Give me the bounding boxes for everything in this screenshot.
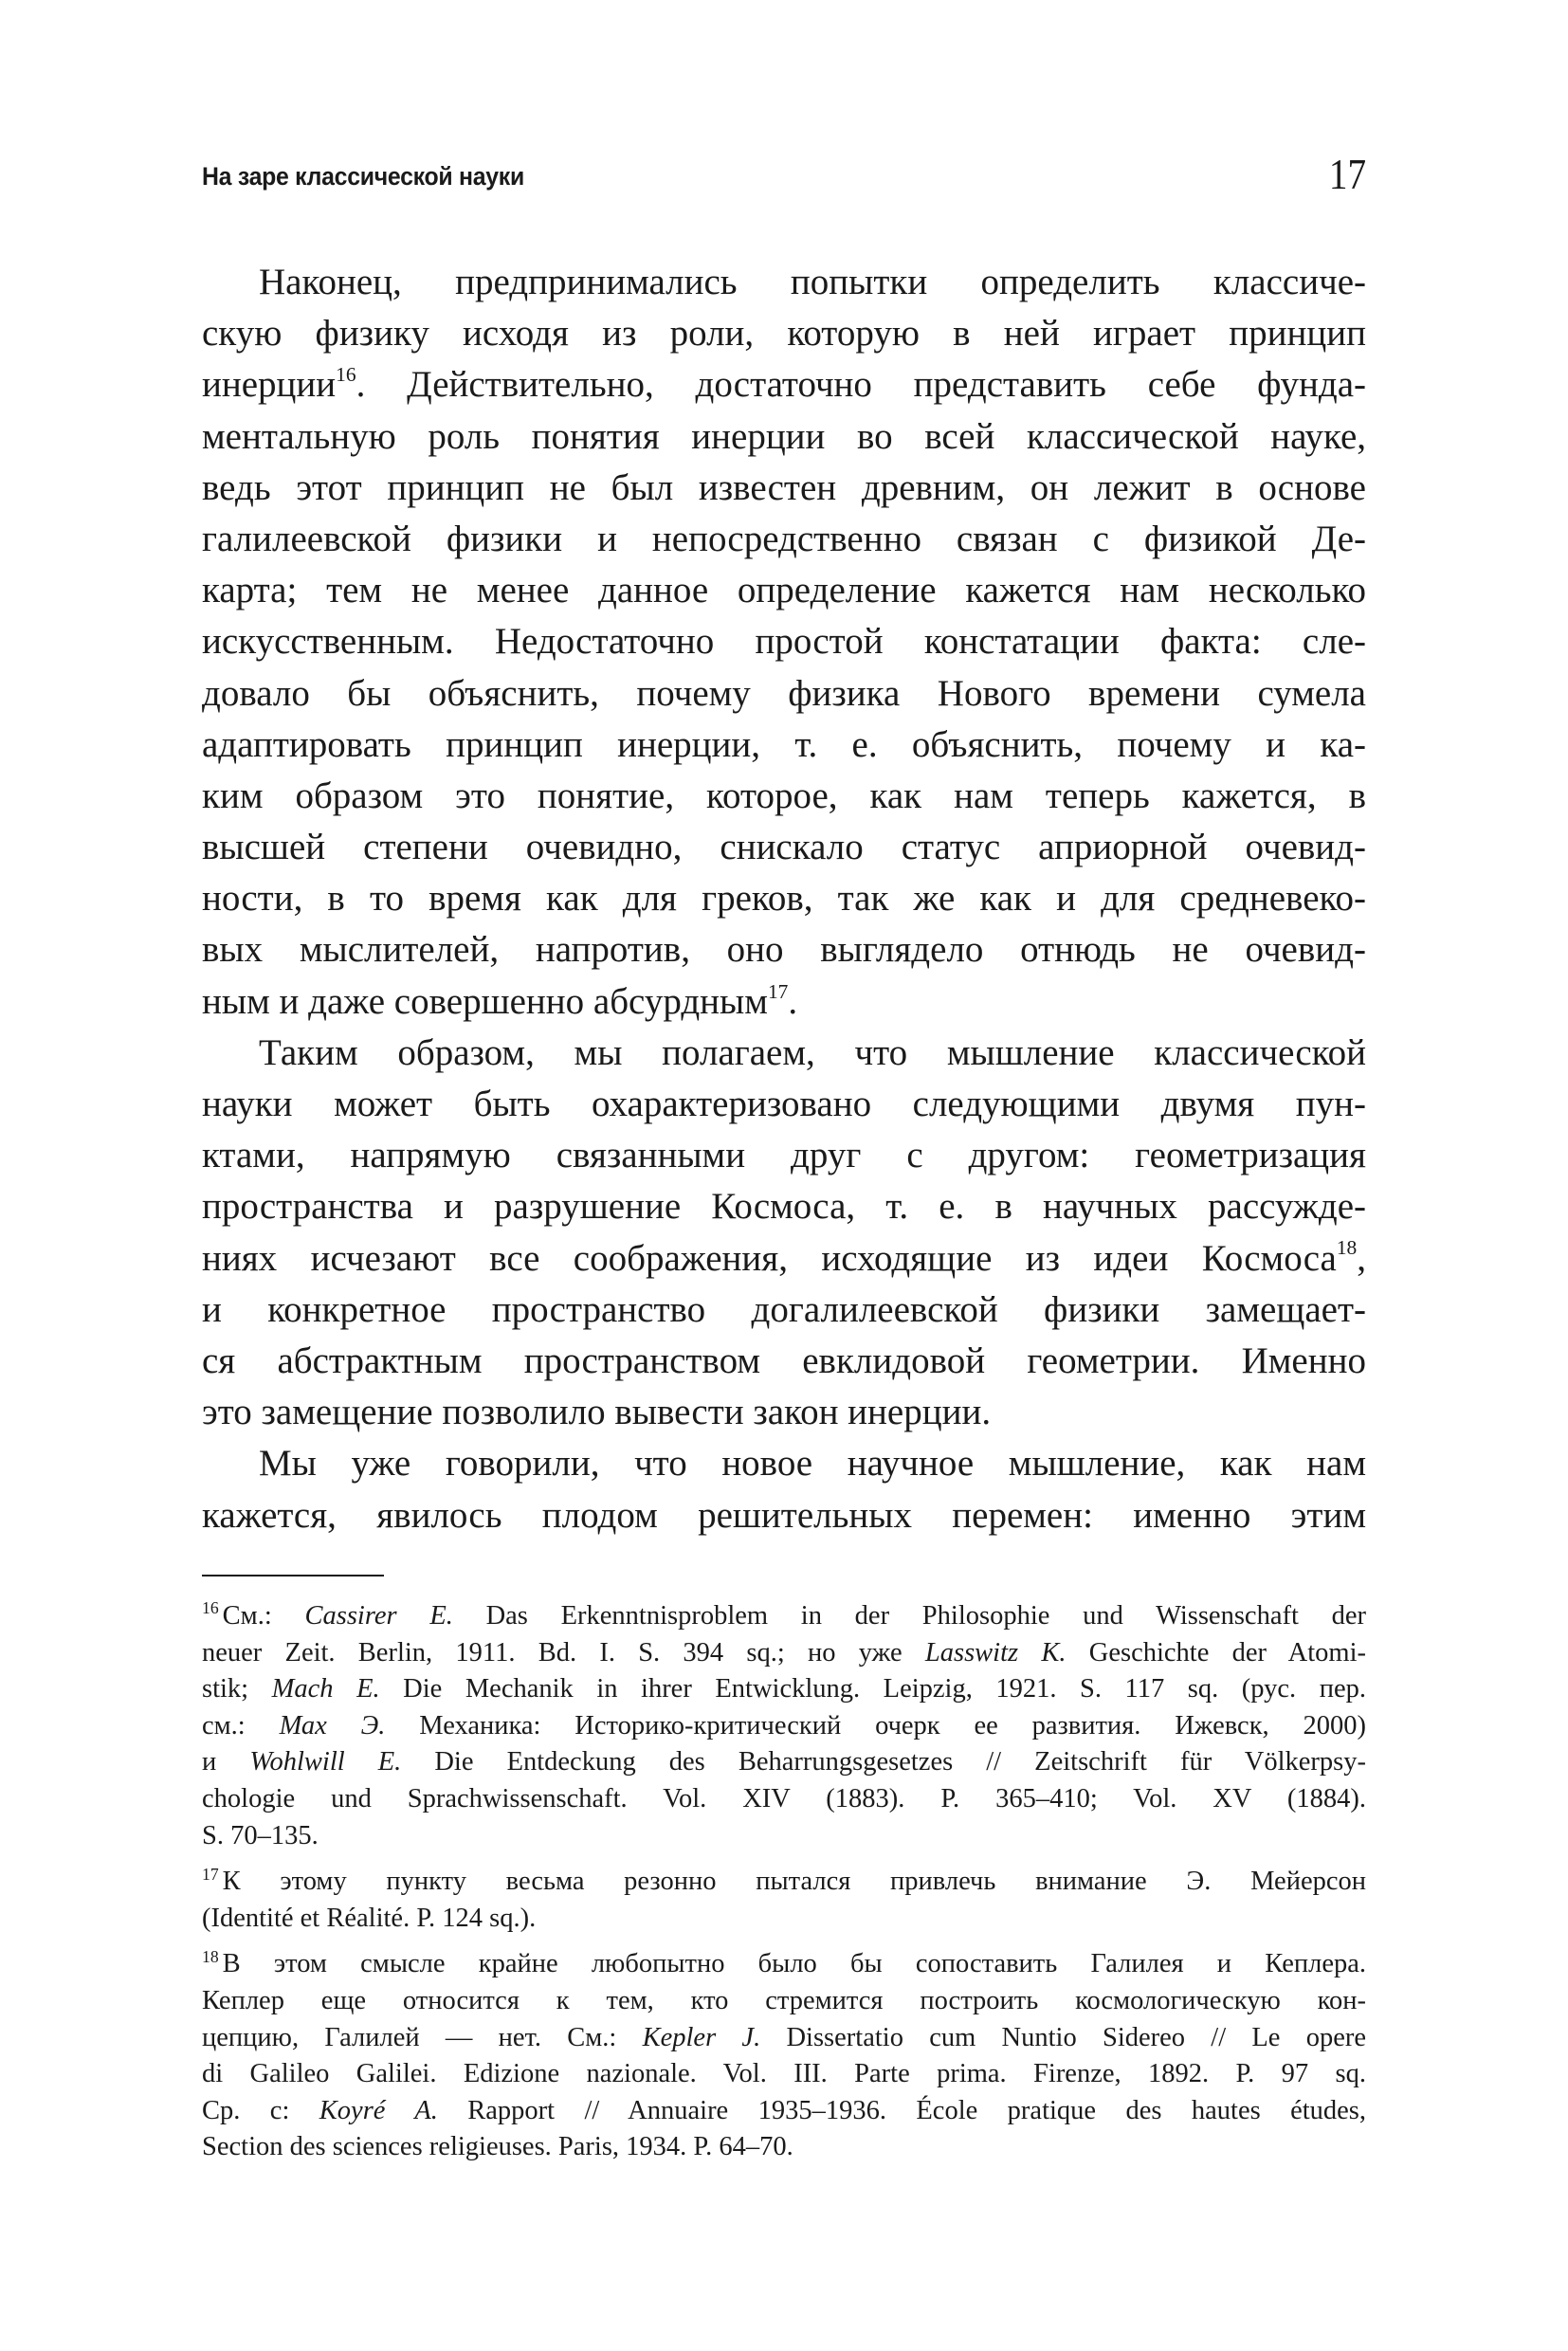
text-line: и Wohlwill E. Die Entdeckung des Beharrungsgesetzes // Zeitschrift für Völkerpsy- — [202, 1747, 1366, 1777]
text-line: см.: Мах Э. Механика: Историко-критический очерк ее развития. Ижевск, 2000) — [202, 1710, 1366, 1740]
text-line: ведь этот принцип не был известен древним, он лежит в основе — [202, 466, 1366, 508]
text-line: скую физику исходя из роли, которую в ней играет принцип — [202, 313, 1366, 355]
text-line: ниях исчезают все соображения, исходящие из идеи Космоса$^{18}$, — [202, 1236, 1366, 1279]
footnote-16 — [202, 1598, 1366, 1854]
text-line: вых мыслителей, напротив, оно выглядело отнюдь не очевид- — [202, 929, 1366, 971]
footnote-17 — [202, 1864, 1366, 1937]
text-line: цепцию, Галилей — нет. См.: Kepler J. Dissertatio cum Nuntio Sidereo // Le opere — [202, 2022, 1367, 2052]
text-line: stik; Mach E. Die Mechanik in ihrer Entwicklung. Leipzig, 1921. S. 117 sq. (рус. пер. — [202, 1674, 1366, 1704]
text-line: $^{16}$ См.: Cassirer E. Das Erkenntnisproblem in der Philosophie und Wissenschaft der — [202, 1598, 1366, 1631]
footnote-ref-16[interactable]: 16 — [336, 363, 356, 387]
text-line: пространства и разрушение Космоса, т. е. в научных рассужде- — [202, 1186, 1366, 1228]
footnotes — [202, 1598, 1366, 2176]
text-line: Таким образом, мы полагаем, что мышление классической — [259, 1031, 1366, 1073]
footnote-ref-18[interactable]: 18 — [1336, 1236, 1358, 1260]
text-line: ктами, напрямую связанными друг с другом: геометризация — [202, 1135, 1366, 1176]
text-line: Ср. с: Koyré A. Rapport // Annuaire 1935–1936. École pratique des hautes études, — [202, 2095, 1367, 2125]
text-line: di Galileo Galilei. Edizione nazionale. Vol. III. Parte prima. Firenze, 1892. P. 97 sq. — [202, 2059, 1366, 2089]
text-line: Section des sciences religieuses. Paris, 1934. P. 64–70. — [202, 2132, 793, 2162]
text-line: neuer Zeit. Berlin, 1911. Bd. I. S. 394 sq.; но уже Lasswitz K. Geschichte der Atomi- — [202, 1637, 1366, 1668]
text-line: ким образом это понятие, которое, как нам теперь кажется, в — [202, 775, 1366, 816]
text-line: ментальную роль понятия инерции во всей классической науке, — [202, 415, 1366, 457]
paragraph-2 — [202, 1028, 1366, 1439]
body-text — [202, 257, 1366, 1541]
text-line: кажется, явилось плодом решительных перемен: именно этим — [202, 1494, 1366, 1536]
text-line: $^{18}$ В этом смысле крайне любопытно было бы сопоставить Галилея и Кеплера. — [202, 1946, 1366, 1979]
text-line: chologie und Sprachwissenschaft. Vol. XIV (1883). P. 365–410; Vol. XV (1884). — [202, 1783, 1366, 1813]
text-line: S. 70–135. — [202, 1820, 319, 1850]
text-line: ности, в то время как для греков, так же как и для средневеко- — [202, 878, 1366, 920]
footnote-separator — [202, 1575, 384, 1576]
running-title: На заре классической науки — [202, 162, 524, 191]
text-line: высшей степени очевидно, снискало статус априорной очевид- — [202, 827, 1366, 868]
running-head — [202, 150, 1366, 202]
footnote-number: 18 — [202, 1946, 219, 1966]
paragraph-1 — [202, 257, 1366, 1028]
text-line: (Identité et Réalité. P. 124 sq.). — [202, 1903, 537, 1933]
text-line: Кеплер еще относится к тем, кто стремится построить космологическую кон- — [202, 1985, 1366, 2015]
text-line: Мы уже говорили, что новое научное мышление, как нам — [259, 1443, 1366, 1485]
text-line: галилеевской физики и непосредственно связан с физикой Де- — [202, 518, 1366, 559]
text-line: науки может быть охарактеризовано следующими двумя пун- — [202, 1084, 1366, 1124]
text-line: $^{17}$ К этому пункту весьма резонно пытался привлечь внимание Э. Мейерсон — [202, 1864, 1366, 1897]
page-number: 17 — [1328, 150, 1366, 198]
text-line: карта; тем не менее данное определение кажется нам несколько — [202, 570, 1366, 611]
paragraph-3 — [202, 1438, 1366, 1540]
text-line: искусственным. Недостаточно простой констатации факта: сле- — [202, 621, 1366, 663]
text-line: довало бы объяснить, почему физика Нового времени сумела — [202, 672, 1366, 714]
text-line: и конкретное пространство догалилеевской физики замещает- — [202, 1288, 1366, 1330]
text-line: ным и даже совершенно абсурдным$^{17}$. — [202, 979, 798, 1022]
text-line: адаптировать принцип инерции, т. е. объяснить, почему и ка- — [202, 723, 1366, 765]
footnote-ref-17[interactable]: 17 — [767, 979, 789, 1003]
text-line: это замещение позволило вывести закон инерции. — [202, 1392, 992, 1433]
text-line: инерции$^{16}$. Действительно, достаточно представить себе фунда- — [202, 363, 1366, 406]
footnote-18 — [202, 1946, 1366, 2166]
footnote-number: 17 — [202, 1864, 219, 1884]
text-line: ся абстрактным пространством евклидовой геометрии. Именно — [202, 1340, 1366, 1381]
text-line: Наконец, предпринимались попытки определить классиче- — [259, 262, 1366, 302]
footnote-number: 16 — [202, 1598, 219, 1618]
